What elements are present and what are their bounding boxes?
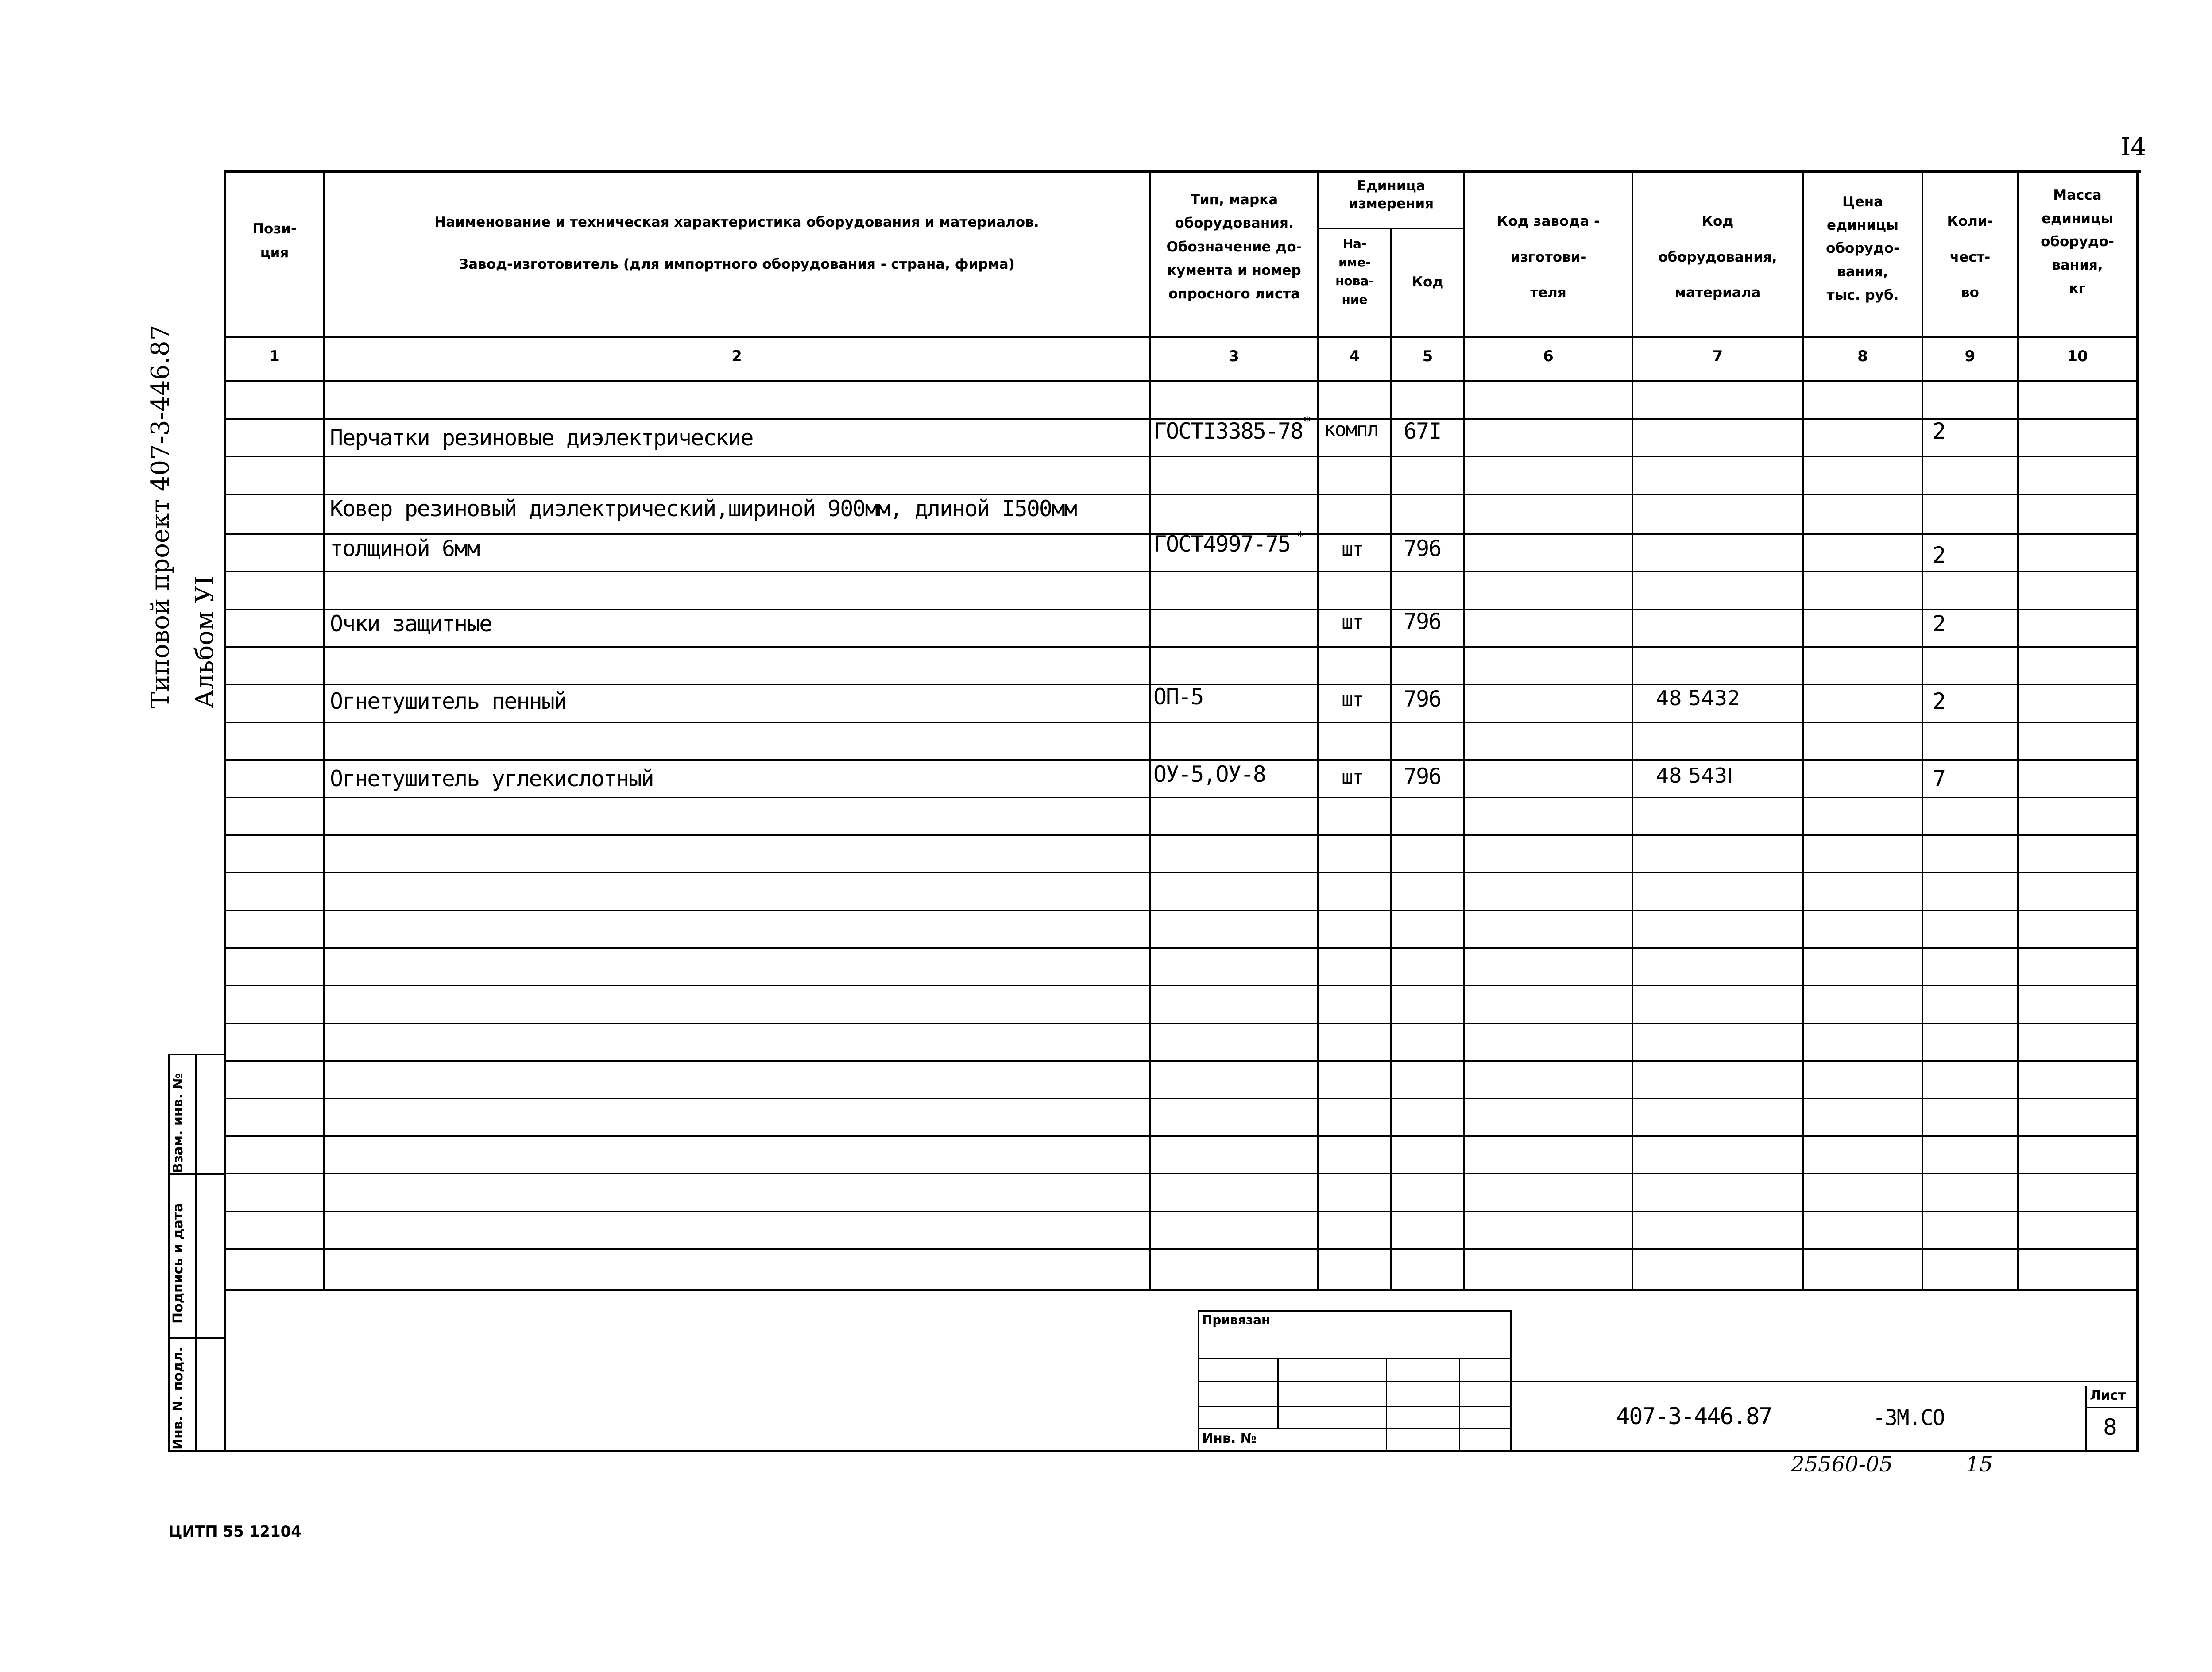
row-type: ГОСТI3385-78: [1153, 418, 1303, 444]
stamp-label-inv: Инв. N. подл.: [170, 1347, 186, 1450]
col-number-6: 6: [1543, 348, 1554, 365]
header-unit-code: Код: [1412, 274, 1444, 290]
header-name-line1: Наименование и техническая характеристика оборудования и материалов.: [434, 214, 1039, 230]
header-mass: Масса единицы оборудо- вания, кг: [2041, 187, 2114, 297]
stamp-doc-code: 407-3-446.87: [1616, 1403, 1772, 1430]
col-number-9: 9: [1965, 348, 1976, 365]
col-number-3: 3: [1229, 348, 1239, 365]
row-quantity: 2: [1933, 611, 1945, 637]
row-name: толщиной 6мм: [330, 536, 480, 561]
row-unit: шт: [1342, 688, 1363, 711]
row-unit: компл: [1324, 418, 1378, 441]
header-factory-code: Код завода - изготови- теля: [1497, 213, 1600, 301]
col-number-1: 1: [269, 348, 280, 365]
row-type-mark: *: [1297, 529, 1304, 544]
side-album-label: Альбом УI: [190, 575, 219, 708]
row-name: Огнетушитель углекислотный: [330, 766, 654, 792]
footer-code: ЦИТП 55 12104: [168, 1523, 302, 1541]
col-number-10: 10: [2067, 348, 2088, 365]
row-quantity: 7: [1933, 766, 1945, 792]
header-price: Цена единицы оборудо- вания, тыс. руб.: [1826, 194, 1899, 303]
row-unit-code: 796: [1404, 536, 1441, 561]
row-type-mark: *: [1304, 414, 1311, 429]
row-unit: шт: [1342, 766, 1363, 788]
col-number-8: 8: [1857, 348, 1868, 365]
side-project-label: Типовой проект 407-3-446.87: [146, 324, 175, 708]
row-type: ОП-5: [1153, 684, 1203, 710]
row-name: Ковер резиновый диэлектрический,шириной 900мм, длиной I500мм: [330, 496, 1077, 521]
row-equipment-code: 48 543I: [1656, 764, 1733, 788]
col-number-7: 7: [1712, 348, 1723, 365]
row-type: ОУ-5,ОУ-8: [1153, 761, 1265, 787]
row-quantity: 2: [1933, 688, 1945, 714]
row-name: Огнетушитель пенный: [330, 688, 566, 714]
header-equipment-code: Код оборудования, материала: [1658, 213, 1777, 301]
row-unit-code: 796: [1404, 686, 1441, 712]
stamp-doc-suffix: -ЗМ.СО: [1873, 1406, 1945, 1430]
header-quantity: Коли- чест- во: [1947, 213, 1993, 301]
row-unit-code: 796: [1404, 764, 1441, 789]
header-unit-group: Единица измерения: [1348, 178, 1434, 212]
row-unit: шт: [1342, 611, 1363, 633]
row-unit-code: 796: [1404, 609, 1441, 634]
row-quantity: 2: [1933, 542, 1945, 568]
row-equipment-code: 48 5432: [1656, 686, 1740, 710]
handwritten-number: 25560-05: [1791, 1452, 1893, 1477]
stamp-label-vzam: Взам. инв. №: [170, 1073, 186, 1173]
col-number-2: 2: [731, 348, 742, 365]
stamp-privyazan-label: Привязан: [1202, 1313, 1270, 1327]
row-type: ГОСТ4997-75: [1153, 531, 1291, 557]
row-name: Очки защитные: [330, 611, 492, 637]
row-unit-code: 67I: [1404, 418, 1441, 444]
header-type: Тип, марка оборудования. Обозначение до- кумента и номер опросного листа: [1166, 192, 1302, 302]
header-unit-name: На- име- нова- ние: [1335, 236, 1374, 307]
header-position: Пози- ция: [252, 221, 297, 261]
row-quantity: 2: [1933, 418, 1945, 444]
stamp-label-podpis: Подпись и дата: [170, 1203, 186, 1324]
row-name: Перчатки резиновые диэлектрические: [330, 425, 753, 451]
page-number: I4: [2121, 133, 2146, 162]
stamp-sheet-number: 8: [2103, 1414, 2117, 1440]
stamp-sheet-label: Лист: [2090, 1388, 2126, 1403]
header-name-line2: Завод-изготовитель (для импортного оборудования - страна, фирма): [459, 256, 1015, 272]
col-number-5: 5: [1422, 348, 1433, 365]
stamp-inv-label: Инв. №: [1202, 1431, 1257, 1446]
handwritten-page: 15: [1966, 1452, 1993, 1477]
row-unit: шт: [1342, 538, 1363, 560]
col-number-4: 4: [1349, 348, 1360, 365]
